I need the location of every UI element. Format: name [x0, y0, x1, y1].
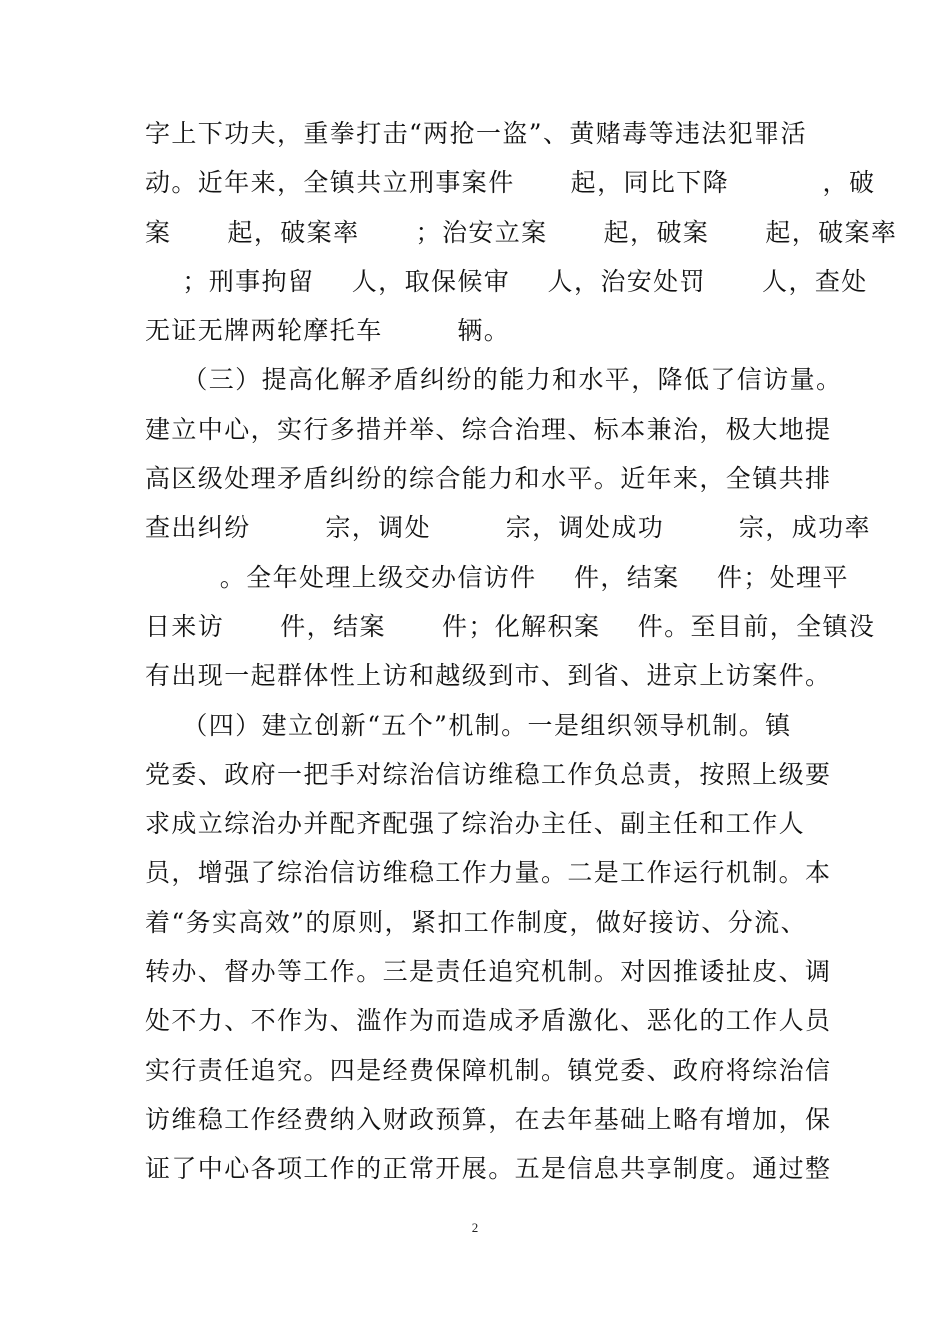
text-line: 日来访 件，结案 件；化解积案 件。至目前，全镇没: [145, 611, 876, 641]
text-line: 有出现一起群体性上访和越级到市、到省、进京上访案件。: [145, 661, 832, 691]
text-line: 查出纠纷 宗，调处 宗，调处成功 宗，成功率: [145, 513, 871, 543]
text-line: 无证无牌两轮摩托车 辆。: [145, 316, 511, 346]
text-line: 转办、督办等工作。三是责任追究机制。对因推诿扯皮、调: [145, 957, 832, 987]
text-line: ；刑事拘留 人，取保候审 人，治安处罚 人，查处: [145, 266, 868, 296]
text-line: 求成立综治办并配齐配强了综治办主任、副主任和工作人: [145, 809, 806, 839]
text-line: 案 起，破案率 ；治安立案 起，破案 起，破案率: [145, 217, 898, 247]
page-number: 2: [471, 1220, 479, 1235]
document-body: [145, 109, 898, 1194]
text-line: 。全年处理上级交办信访件 件，结案 件；处理平: [145, 562, 849, 592]
text-line: 动。近年来，全镇共立刑事案件 起，同比下降 ，破: [145, 168, 876, 198]
text-line: 建立中心，实行多措并举、综合治理、标本兼治，极大地提: [145, 414, 832, 444]
text-line: 员，增强了综治信访维稳工作力量。二是工作运行机制。本: [145, 858, 832, 888]
paragraph-heading-3: （三）提高化解矛盾纠纷的能力和水平，降低了信访量。: [145, 365, 843, 395]
text-line: 处不力、不作为、滥作为而造成矛盾激化、恶化的工作人员: [145, 1006, 832, 1036]
text-line: 高区级处理矛盾纠纷的综合能力和水平。近年来，全镇共排: [145, 464, 832, 494]
text-line: 党委、政府一把手对综治信访维稳工作负总责，按照上级要: [145, 759, 832, 789]
text-line: 着“务实高效”的原则，紧扣工作制度，做好接访、分流、: [145, 907, 807, 937]
text-line: 访维稳工作经费纳入财政预算，在去年基础上略有增加，保: [145, 1104, 832, 1134]
text-line: 字上下功夫，重拳打击“两抢一盗”、黄赌毒等违法犯罪活: [145, 119, 807, 148]
text-line: 实行责任追究。四是经费保障机制。镇党委、政府将综治信: [145, 1055, 832, 1085]
paragraph-heading-4: （四）建立创新“五个”机制。一是组织领导机制。镇: [145, 710, 792, 740]
text-line: 证了中心各项工作的正常开展。五是信息共享制度。通过整: [145, 1154, 832, 1184]
